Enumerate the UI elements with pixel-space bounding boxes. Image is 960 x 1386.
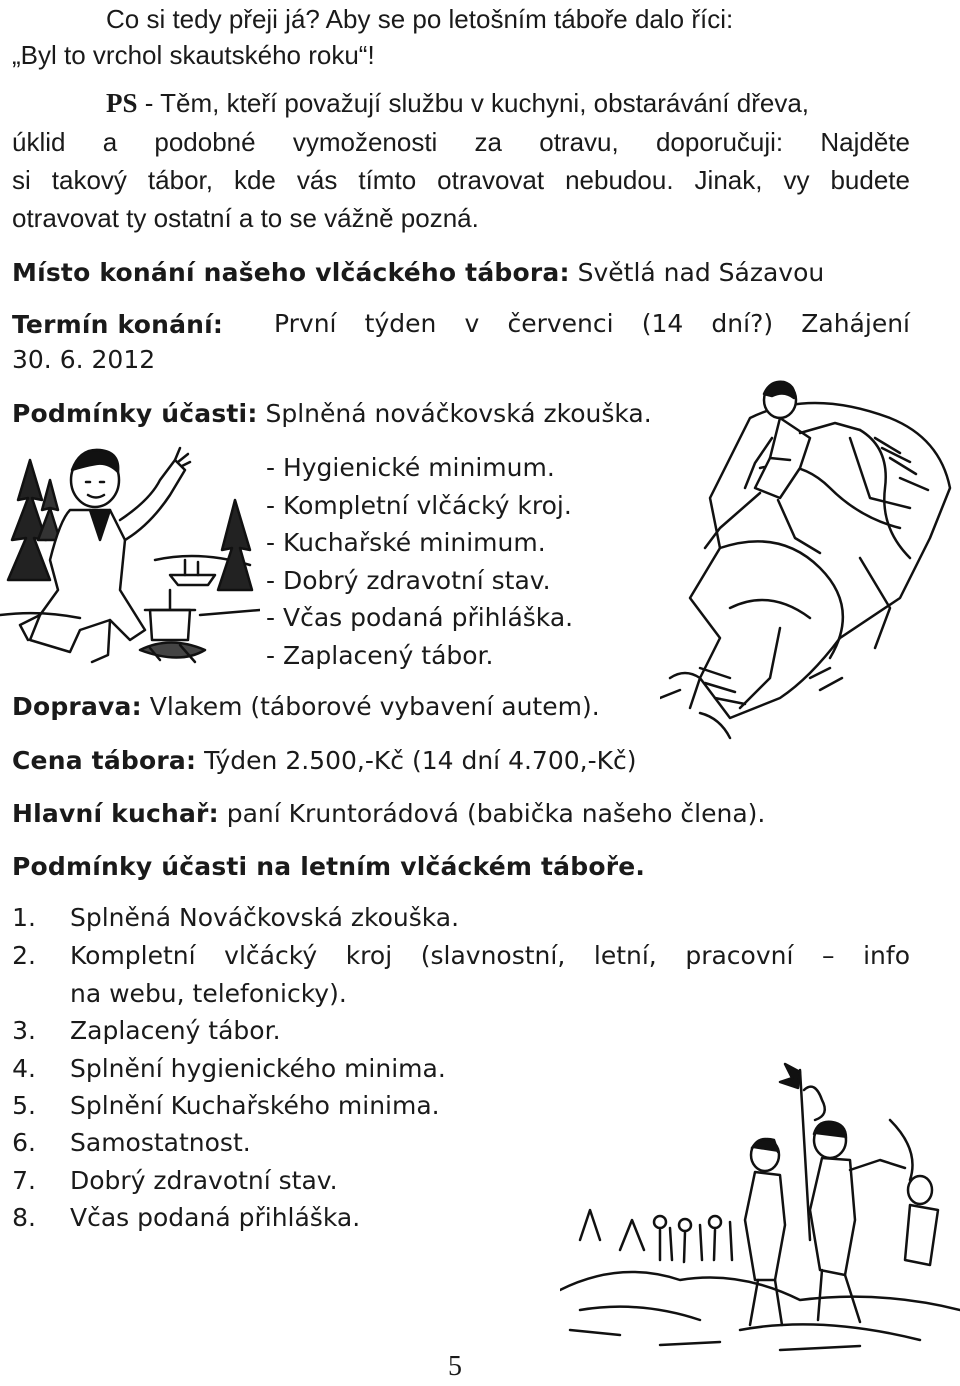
cook-label: Hlavní kuchař: [12, 799, 219, 828]
transport-label: Doprava: [12, 692, 142, 721]
list-item-number: 6. [12, 1128, 36, 1157]
transport-line [12, 687, 600, 726]
ps-line-2: úklid a podobné vymoženosti za otravu, doporučuji: Najděte [12, 127, 910, 157]
list-item-number: 1. [12, 903, 36, 932]
transport-value: Vlakem (táborové vybavení autem). [141, 692, 600, 721]
conditions-item: - Dobrý zdravotní stav. [266, 566, 551, 595]
ps-line-1 [106, 84, 809, 122]
conditions-item: - Kuchařské minimum. [266, 528, 546, 557]
conditions-item: - Hygienické minimum. [266, 453, 555, 482]
price-line [12, 741, 637, 780]
place-line [12, 253, 824, 292]
price-label: Cena tábora: [12, 746, 197, 775]
conditions-item: - Kompletní vlčácký kroj. [266, 491, 572, 520]
list-item-number: 2. [12, 941, 36, 970]
price-value: Týden 2.500,-Kč (14 dní 4.700,-Kč) [196, 746, 637, 775]
list-item-number: 3. [12, 1016, 36, 1045]
ps-line-1-text: - Těm, kteří považují službu v kuchyni, obstarávání dřeva, [137, 88, 810, 118]
term-label: Termín konání: [12, 310, 224, 339]
cook-value: paní Kruntorádová (babička našeho člena). [218, 799, 766, 828]
conditions-item: - Včas podaná přihláška. [266, 603, 574, 632]
cook-line [12, 794, 765, 833]
conditions-value: Splněná nováčkovská zkouška. [257, 399, 652, 428]
list-item-text: Kompletní vlčácký kroj (slavnostní, letní, pracovní – info [70, 941, 910, 970]
list-item-text: Zaplacený tábor. [70, 1016, 281, 1045]
conditions-item: - Zaplacený tábor. [266, 641, 494, 670]
hiking-scouts-illustration [560, 1060, 960, 1360]
list-item-text: na webu, telefonicky). [70, 979, 347, 1008]
place-value: Světlá nad Sázavou [569, 258, 825, 287]
term-value-2: 30. 6. 2012 [12, 345, 156, 374]
list-item-number: 7. [12, 1166, 36, 1195]
intro-line-2: „Byl to vrchol skautského roku“! [12, 40, 375, 70]
summer-heading: Podmínky účasti na letním vlčáckém táboře. [12, 852, 646, 881]
ps-label: PS [106, 88, 138, 118]
climbing-scout-illustration [660, 378, 960, 750]
kneeling-scout-illustration [0, 440, 260, 675]
page-number: 5 [448, 1351, 462, 1382]
list-item-number: 5. [12, 1091, 36, 1120]
conditions-line [12, 394, 652, 433]
place-label: Místo konání našeho vlčáckého tábora: [12, 258, 570, 287]
list-item-text: Splnění Kuchařského minima. [70, 1091, 440, 1120]
list-item-text: Včas podaná přihláška. [70, 1203, 361, 1232]
list-item-number: 4. [12, 1054, 36, 1083]
term-line [12, 305, 910, 344]
list-item-text: Dobrý zdravotní stav. [70, 1166, 338, 1195]
term-value: První týden v červenci (14 dní?) Zahájení [274, 309, 910, 338]
list-item-text: Splněná Nováčkovská zkouška. [70, 903, 460, 932]
list-item-text: Splnění hygienického minima. [70, 1054, 446, 1083]
ps-line-3: si takový tábor, kde vás tímto otravovat nebudou. Jinak, vy budete [12, 165, 910, 195]
list-item-text: Samostatnost. [70, 1128, 251, 1157]
conditions-label: Podmínky účasti: [12, 399, 258, 428]
list-item-number: 8. [12, 1203, 36, 1232]
ps-line-4: otravovat ty ostatní a to se vážně pozná. [12, 203, 479, 233]
intro-line-1: Co si tedy přeji já? Aby se po letošním táboře dalo říci: [106, 4, 734, 34]
